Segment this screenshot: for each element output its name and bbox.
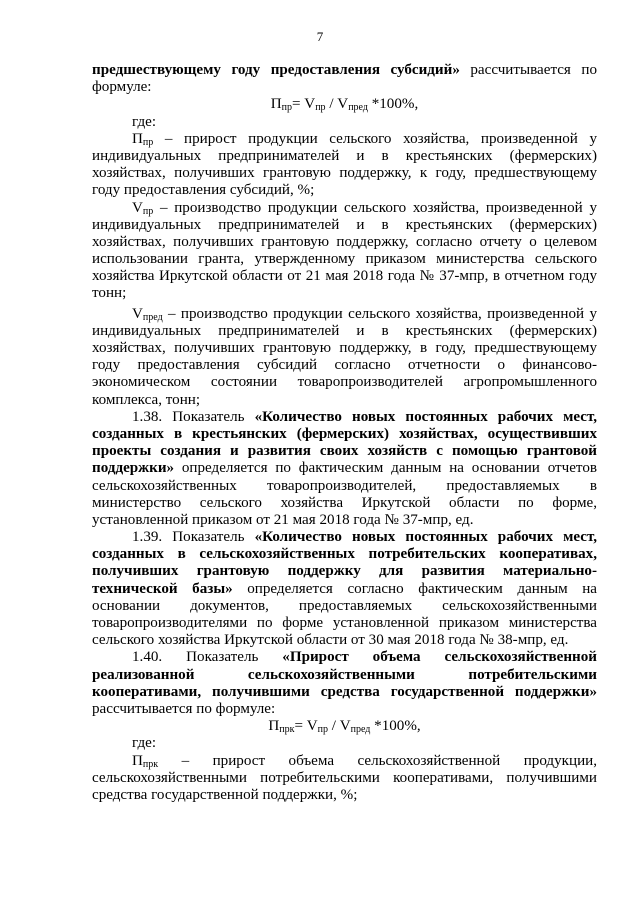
item-bold: получивших грантовую поддержку для развития материально-: [92, 563, 597, 580]
def-symbol: П: [132, 752, 143, 769]
item-line: основании документов, предоставляемых сельскохозяйственными: [92, 597, 597, 614]
definition-line: комплекса, тонн;: [92, 391, 201, 408]
item-bold: поддержки»: [92, 460, 175, 477]
item-line: [92, 460, 597, 477]
item-line: товаропроизводителями по форме установленной приказом министерства: [92, 615, 597, 631]
item-line: установленной приказом от 21 мая 2018 года № 37-мпр, ед.: [92, 511, 474, 528]
def-subscript: пред: [142, 311, 163, 323]
document-body: [92, 62, 597, 804]
definition-line: экономическом состоянии товаропроизводителей агропромышленного: [92, 374, 597, 391]
item-text: определяется по фактическим данным на основании отчетов: [174, 460, 597, 477]
definition-line: тонн;: [92, 285, 127, 302]
item-bold: «Прирост объема сельскохозяйственной: [282, 649, 597, 666]
definition-line: [92, 306, 597, 323]
formula-part: / V: [327, 718, 351, 735]
definition-line: индивидуальных предпринимателей и в крестьянских (фермерских): [92, 147, 597, 164]
formula-symbol: П: [270, 96, 282, 113]
formula-subscript: пр: [317, 724, 328, 736]
def-symbol: V: [132, 199, 143, 216]
definition-line: хозяйствах, получивших грантовую поддержку, к году, предшествующему: [92, 165, 597, 182]
formula-subscript: пред: [348, 102, 368, 114]
item-line: [92, 426, 597, 443]
item-line: [92, 581, 597, 598]
item-text: 1.38. Показатель: [132, 408, 255, 425]
def-subscript: прк: [142, 758, 159, 770]
where-label: где:: [132, 113, 157, 130]
item-line: министерство сельского хозяйства Иркутской области по форме,: [92, 494, 597, 511]
definition-line: хозяйствах, получивших грантовую поддержку, в году, предшествующему: [92, 340, 597, 356]
formula-subscript: пр: [281, 102, 292, 114]
item-bold: технической базы»: [92, 580, 233, 597]
intro-line: [92, 62, 597, 79]
intro-rest: рассчитывается по: [459, 62, 597, 78]
definition-line: году предоставления субсидий согласно отчетности о финансово-: [92, 357, 597, 374]
item-bold: «Количество новых постоянных рабочих мест,: [254, 408, 597, 425]
definition-line: [92, 200, 597, 217]
definition-line: сельскохозяйственными потребительскими кооперативами, получившими: [92, 769, 597, 786]
def-text: – производство продукции сельского хозяйства, произведенной у: [162, 305, 597, 322]
intro-line: формуле:: [92, 79, 152, 96]
item-bold: «Количество новых постоянных рабочих мест,: [254, 529, 597, 546]
item-line: [92, 684, 597, 701]
where-label: где:: [132, 735, 157, 752]
formula-part: / V: [325, 96, 349, 113]
formula-part: *100%,: [367, 96, 419, 113]
def-text: – прирост продукции сельского хозяйства, произведенной у: [153, 130, 597, 147]
item-text: определяется согласно фактическим данным на: [232, 580, 597, 597]
formula-symbol: П: [268, 718, 280, 735]
definition-line: [92, 753, 597, 770]
def-text: – прирост объема сельскохозяйственной продукции,: [181, 752, 597, 769]
definition-line: индивидуальных предпринимателей и в крестьянских (фермерских): [92, 322, 597, 339]
definition-line: хозяйствах, получивших грантовую поддержку, согласно отчету о целевом: [92, 233, 597, 250]
definition-line: [92, 131, 597, 148]
formula-part: *100%,: [370, 718, 421, 735]
item-line: [92, 443, 597, 460]
item-text: 1.40. Показатель: [132, 649, 283, 666]
definition-line: индивидуальных предпринимателей и в крестьянских (фермерских): [92, 216, 597, 233]
formula-1: [92, 96, 597, 113]
formula-part: = V: [292, 96, 316, 113]
item-line: [92, 546, 597, 563]
definition-line: использовании гранта, утвержденному приказом министерства сельского: [92, 251, 597, 268]
item-1-40: [92, 649, 597, 666]
formula-2: [92, 718, 597, 735]
formula-subscript: пред: [350, 724, 371, 736]
item-bold: созданных в сельскохозяйственных потребительских кооперативах,: [92, 546, 597, 563]
page-number: 7: [316, 29, 324, 44]
item-line: [92, 563, 597, 580]
definition-line: хозяйства Иркутской области от 21 мая 2018 года № 37-мпр, в отчетном году: [92, 268, 597, 285]
definition-line: средства государственной поддержки, %;: [92, 786, 358, 803]
item-bold: проекты создания и развития своих хозяйств с помощью грантовой: [92, 443, 597, 460]
item-bold: кооперативами, получившими средства государственной поддержки»: [92, 683, 597, 700]
item-text: 1.39. Показатель: [132, 529, 255, 546]
item-line: рассчитывается по формуле:: [92, 700, 276, 717]
def-text: – производство продукции сельского хозяйства, произведенной у: [153, 199, 597, 216]
item-line: [92, 667, 597, 684]
intro-bold: предшествующему году предоставления субсидий»: [92, 62, 460, 78]
item-1-39: [92, 529, 597, 546]
item-1-38: [92, 409, 597, 426]
formula-subscript: прк: [279, 724, 295, 736]
formula-subscript: пр: [315, 102, 326, 114]
formula-part: = V: [294, 718, 318, 735]
item-line: сельского хозяйства Иркутской области от 30 мая 2018 года № 38-мпр, ед.: [92, 632, 569, 649]
item-line: сельскохозяйственных товаропроизводителей, предоставляемых в: [92, 477, 597, 494]
def-symbol: V: [132, 305, 143, 322]
item-bold: реализованной сельскохозяйственными потребительскими: [92, 666, 597, 683]
def-subscript: пр: [142, 136, 154, 148]
def-subscript: пр: [142, 205, 154, 217]
def-symbol: П: [132, 130, 143, 147]
item-bold: созданных в крестьянских (фермерских) хозяйствах, осуществивших: [92, 425, 597, 442]
definition-line: году предоставления субсидий, %;: [92, 182, 315, 199]
